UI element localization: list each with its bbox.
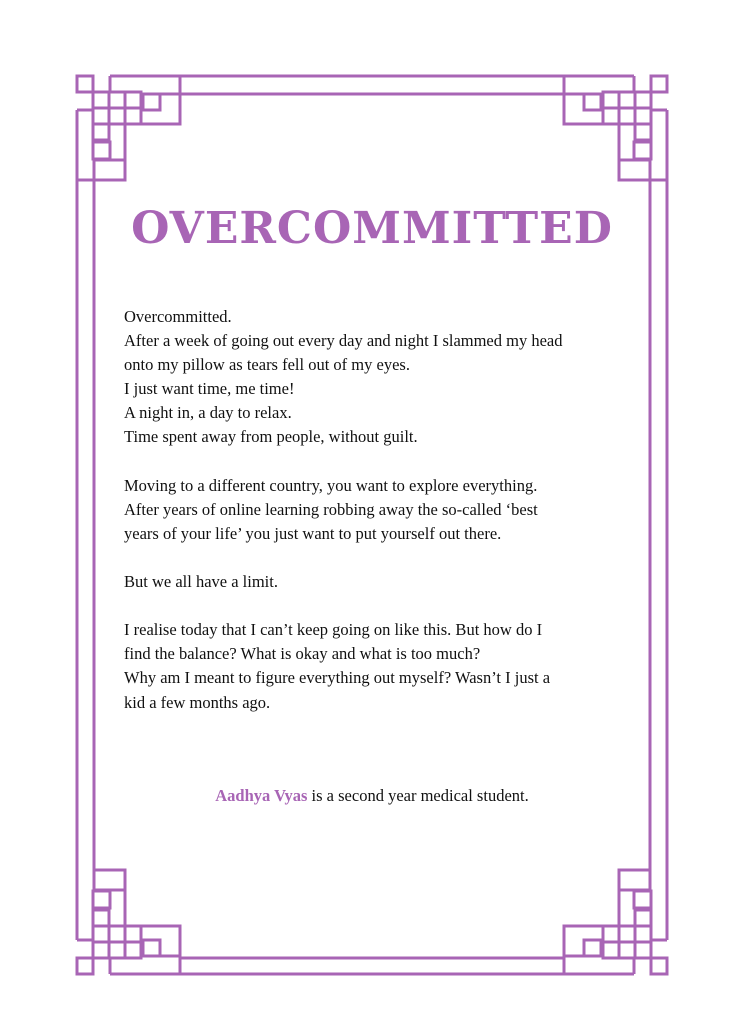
stanza-3: [124, 570, 624, 594]
corner-ornament-bottom-right: [564, 850, 667, 974]
corner-ornament-top-left: [77, 76, 180, 180]
page-title: OVERCOMMITTED: [131, 203, 613, 254]
stanza-4: [124, 618, 624, 714]
poem-line: A night in, a day to relax.: [124, 403, 292, 423]
author-byline: [0, 786, 744, 806]
poem-line: I just want time, me time!: [124, 379, 295, 399]
poem-line: After a week of going out every day and night I slammed my head: [124, 331, 563, 351]
poem-line: But we all have a limit.: [124, 572, 278, 592]
poem-line: Moving to a different country, you want to explore everything.: [124, 475, 538, 495]
poem-line: Overcommitted.: [124, 307, 232, 326]
poem-line: find the balance? What is okay and what is too much?: [124, 644, 481, 664]
poem-line: After years of online learning robbing away the so-called ‘best: [124, 499, 538, 519]
stanza-1: [124, 305, 624, 450]
poem-line: I realise today that I can’t keep going on like this. But how do I: [124, 620, 543, 640]
author-name: Aadhya Vyas: [215, 786, 308, 805]
stanza-2: [124, 474, 624, 546]
poem-line: Time spent away from people, without guilt.: [124, 427, 418, 447]
poem-line: years of your life’ you just want to put yourself out there.: [124, 523, 502, 543]
author-description: is a second year medical student.: [307, 786, 529, 805]
poem-body: [124, 305, 624, 739]
poem-line: onto my pillow as tears fell out of my eyes.: [124, 355, 410, 375]
corner-ornament-bottom-left: [77, 850, 180, 974]
corner-ornament-top-right: [564, 76, 667, 180]
poem-line: Why am I meant to figure everything out myself? Wasn’t I just a: [124, 668, 551, 688]
poem-line: kid a few months ago.: [124, 692, 271, 712]
